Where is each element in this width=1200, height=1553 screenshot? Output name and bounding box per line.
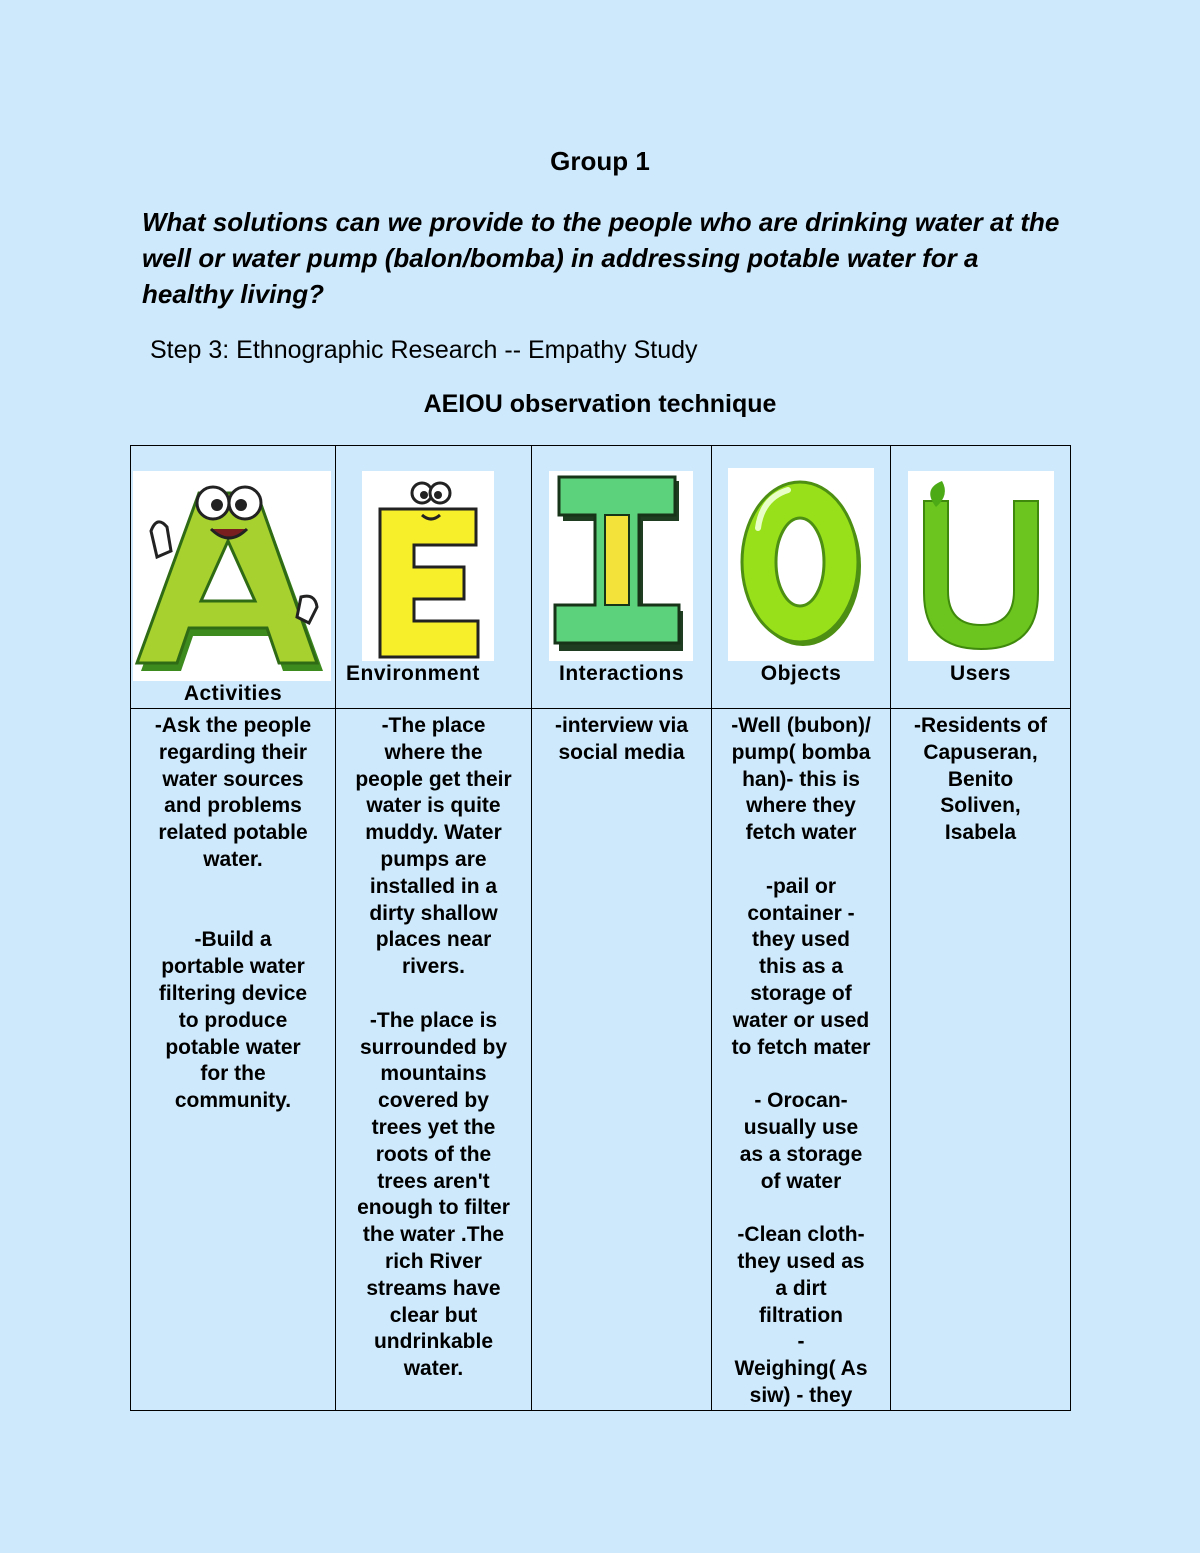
letter-o-icon (728, 468, 874, 661)
header-cell-users (891, 446, 1071, 709)
header-row (131, 446, 1071, 709)
header-cell-interactions (532, 446, 712, 709)
interactions-cell (532, 709, 712, 1411)
column-label-users: Users (950, 662, 1011, 685)
header-cell-environment (336, 446, 532, 709)
aeiou-table (130, 445, 1071, 1411)
column-label-interactions: Interactions (558, 662, 685, 685)
letter-u-image (908, 471, 1054, 661)
group-title: Group 1 (550, 146, 650, 176)
interactions-item: -interview via social media (554, 714, 689, 764)
column-label-activities: Activities (183, 682, 283, 705)
technique-heading: AEIOU observation technique (423, 390, 777, 418)
objects-item: -Clean cloth- they used as a dirt filtration - Weighing( As siw) - they (734, 1223, 868, 1407)
objects-item: -pail or container - they used this as a storage of water or used to fetch mater (731, 874, 871, 1059)
objects-item: - Orocan- usually use as a storage of water (739, 1089, 863, 1193)
header-cell-activities (131, 446, 336, 709)
environment-item: -The place is surrounded by mountains covered by trees yet the roots of the trees aren't enough to filter the water .The rich River streams have clear but undrinkable water. (357, 1008, 510, 1381)
objects-cell (712, 709, 891, 1411)
column-label-environment: Environment (346, 662, 480, 685)
content-row (131, 709, 1071, 1411)
letter-a-icon (133, 471, 331, 681)
users-item: -Residents of Capuseran, Benito Soliven, Isabela (913, 714, 1047, 845)
letter-o-image (728, 468, 874, 661)
step-heading: Step 3: Ethnographic Research -- Empathy Study (150, 336, 698, 364)
letter-e-icon (362, 471, 494, 661)
header-cell-objects (712, 446, 891, 709)
environment-cell (336, 709, 532, 1411)
letter-e-image (362, 471, 494, 661)
activities-cell (131, 709, 336, 1411)
environment-item: -The place where the people get their water is quite muddy. Water pumps are installed in a dirty shallow places near rivers. (355, 714, 512, 979)
letter-u-icon (908, 471, 1054, 661)
column-label-objects: Objects (760, 662, 842, 685)
users-cell (891, 709, 1071, 1411)
letter-i-icon (549, 471, 693, 661)
activities-item: -Build a portable water filtering device to produce potable water for the community. (158, 928, 308, 1113)
objects-item: -Well (bubon)/ pump( bomba han)- this is where they fetch water (731, 714, 871, 845)
research-question: What solutions can we provide to the people who are drinking water at the well or water pump (balon/bomba) in addressing potable water for a healthy living? (142, 207, 1060, 309)
letter-i-image (549, 471, 693, 661)
letter-a-image (133, 471, 331, 681)
activities-item: -Ask the people regarding their water sources and problems related potable water. (154, 714, 312, 871)
